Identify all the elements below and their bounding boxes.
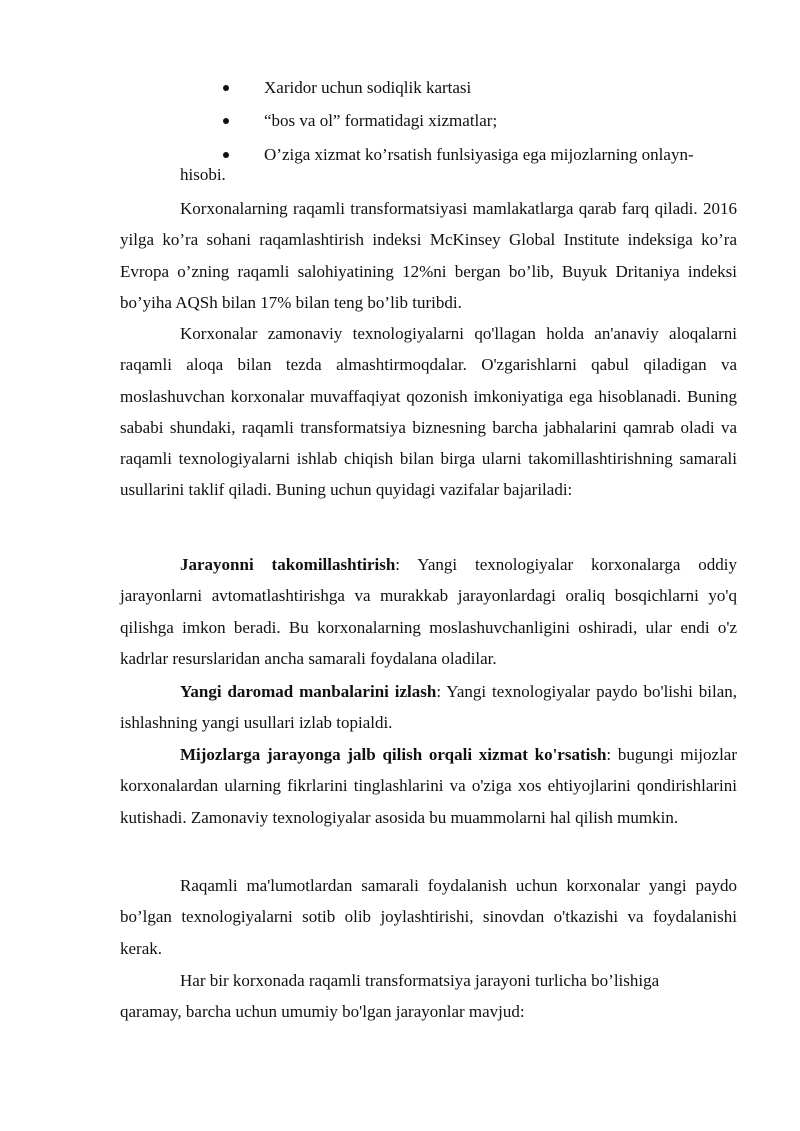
paragraph xyxy=(120,318,737,506)
bullet-dot-icon xyxy=(223,118,229,124)
paragraph-heading: Yangi daromad manbalarini izlash xyxy=(180,682,437,701)
paragraph xyxy=(120,193,737,318)
bullet-dot-icon xyxy=(223,85,229,91)
paragraph-text: : Yangi texnologiyalar korxonalarga oddiy jarayonlarni avtomatlashtirishga va murakkab jarayonlardagi oraliq bosqichlarni yo'q qilishga imkon beradi. Bu korxonalarning moslashuvchanligini oshiradi, ular endi o'z kadrlar resurslaridan ancha samarali foydalana oladilar. xyxy=(120,555,737,668)
bullet-text: Xaridor uchun sodiqlik kartasi xyxy=(264,78,472,97)
paragraph xyxy=(120,870,737,964)
bullet-text: “bos va ol” formatidagi xizmatlar; xyxy=(264,111,498,130)
bullet-dot-icon xyxy=(223,152,229,158)
paragraph-text: Har bir korxonada raqamli transformatsiya jarayoni turlicha bo’lishiga qaramay, barcha uchun umumiy bo'lgan jarayonlar mavjud: xyxy=(120,971,660,1022)
paragraph-heading: Mijozlarga jarayonga jalb qilish orqali xizmat ko'rsatish xyxy=(180,745,607,764)
paragraph-text: : bugungi mijozlar korxonalardan ularning fikrlarini tinglashlarini va o'ziga xos ehtiyojlarini qondirishlarini kutishadi. Zamonaviy texnologiyalar asosida bu muammolarni hal qilish mumkin. xyxy=(120,745,737,827)
paragraph-text: Korxonalarning raqamli transformatsiyasi mamlakatlarga qarab farq qiladi. 2016 yilga ko’ra sohani raqamlashtirish indeksi McKinsey Global Institute indeksiga ko’ra Evropa o’zning raqamli salohiyatining 12%ni bergan bo’lib, Buyuk Dritaniya indeksi bo’yiha AQSh bilan 17% bilan teng bo’lib turibdi. xyxy=(120,199,737,312)
paragraph-text: Raqamli ma'lumotlardan samarali foydalanish uchun korxonalar yangi paydo bo’lgan texnologiyalarni sotib olib joylashtirishi, sinovdan o'tkazishi va foydalanishi kerak. xyxy=(120,876,737,958)
paragraph-text: : Yangi texnologiyalar paydo bo'lishi bilan, ishlashning yangi usullari izlab topialdi. xyxy=(120,682,737,733)
bullet-text: O’ziga xizmat ko’rsatish funlsiyasiga ega mijozlarning onlayn- xyxy=(264,145,694,164)
paragraph xyxy=(120,965,720,1028)
paragraph xyxy=(120,739,737,833)
paragraph-heading: Jarayonni takomillashtirish xyxy=(180,555,396,574)
paragraph xyxy=(120,676,737,739)
bullet-continuation: hisobi. xyxy=(180,165,226,184)
paragraph xyxy=(120,549,737,674)
paragraph-text: Korxonalar zamonaviy texnologiyalarni qo'llagan holda an'anaviy aloqalarni raqamli aloqa bilan tezda almashtirmoqdalar. O'zgarishlarni qabul qiladigan va moslashuvchan korxonalar muvaffaqiyat qozonish imkoniyatiga ega hisoblanadi. Buning sababi shundaki, raqamli transformatsiya biznesning barcha jabhalarini qamrab oladi va raqamli texnologiyalarni ishlab chiqish bilan birga ularni takomillashtirishning samarali usullarini taklif qiladi. Buning uchun quyidagi vazifalar bajariladi: xyxy=(120,324,737,500)
